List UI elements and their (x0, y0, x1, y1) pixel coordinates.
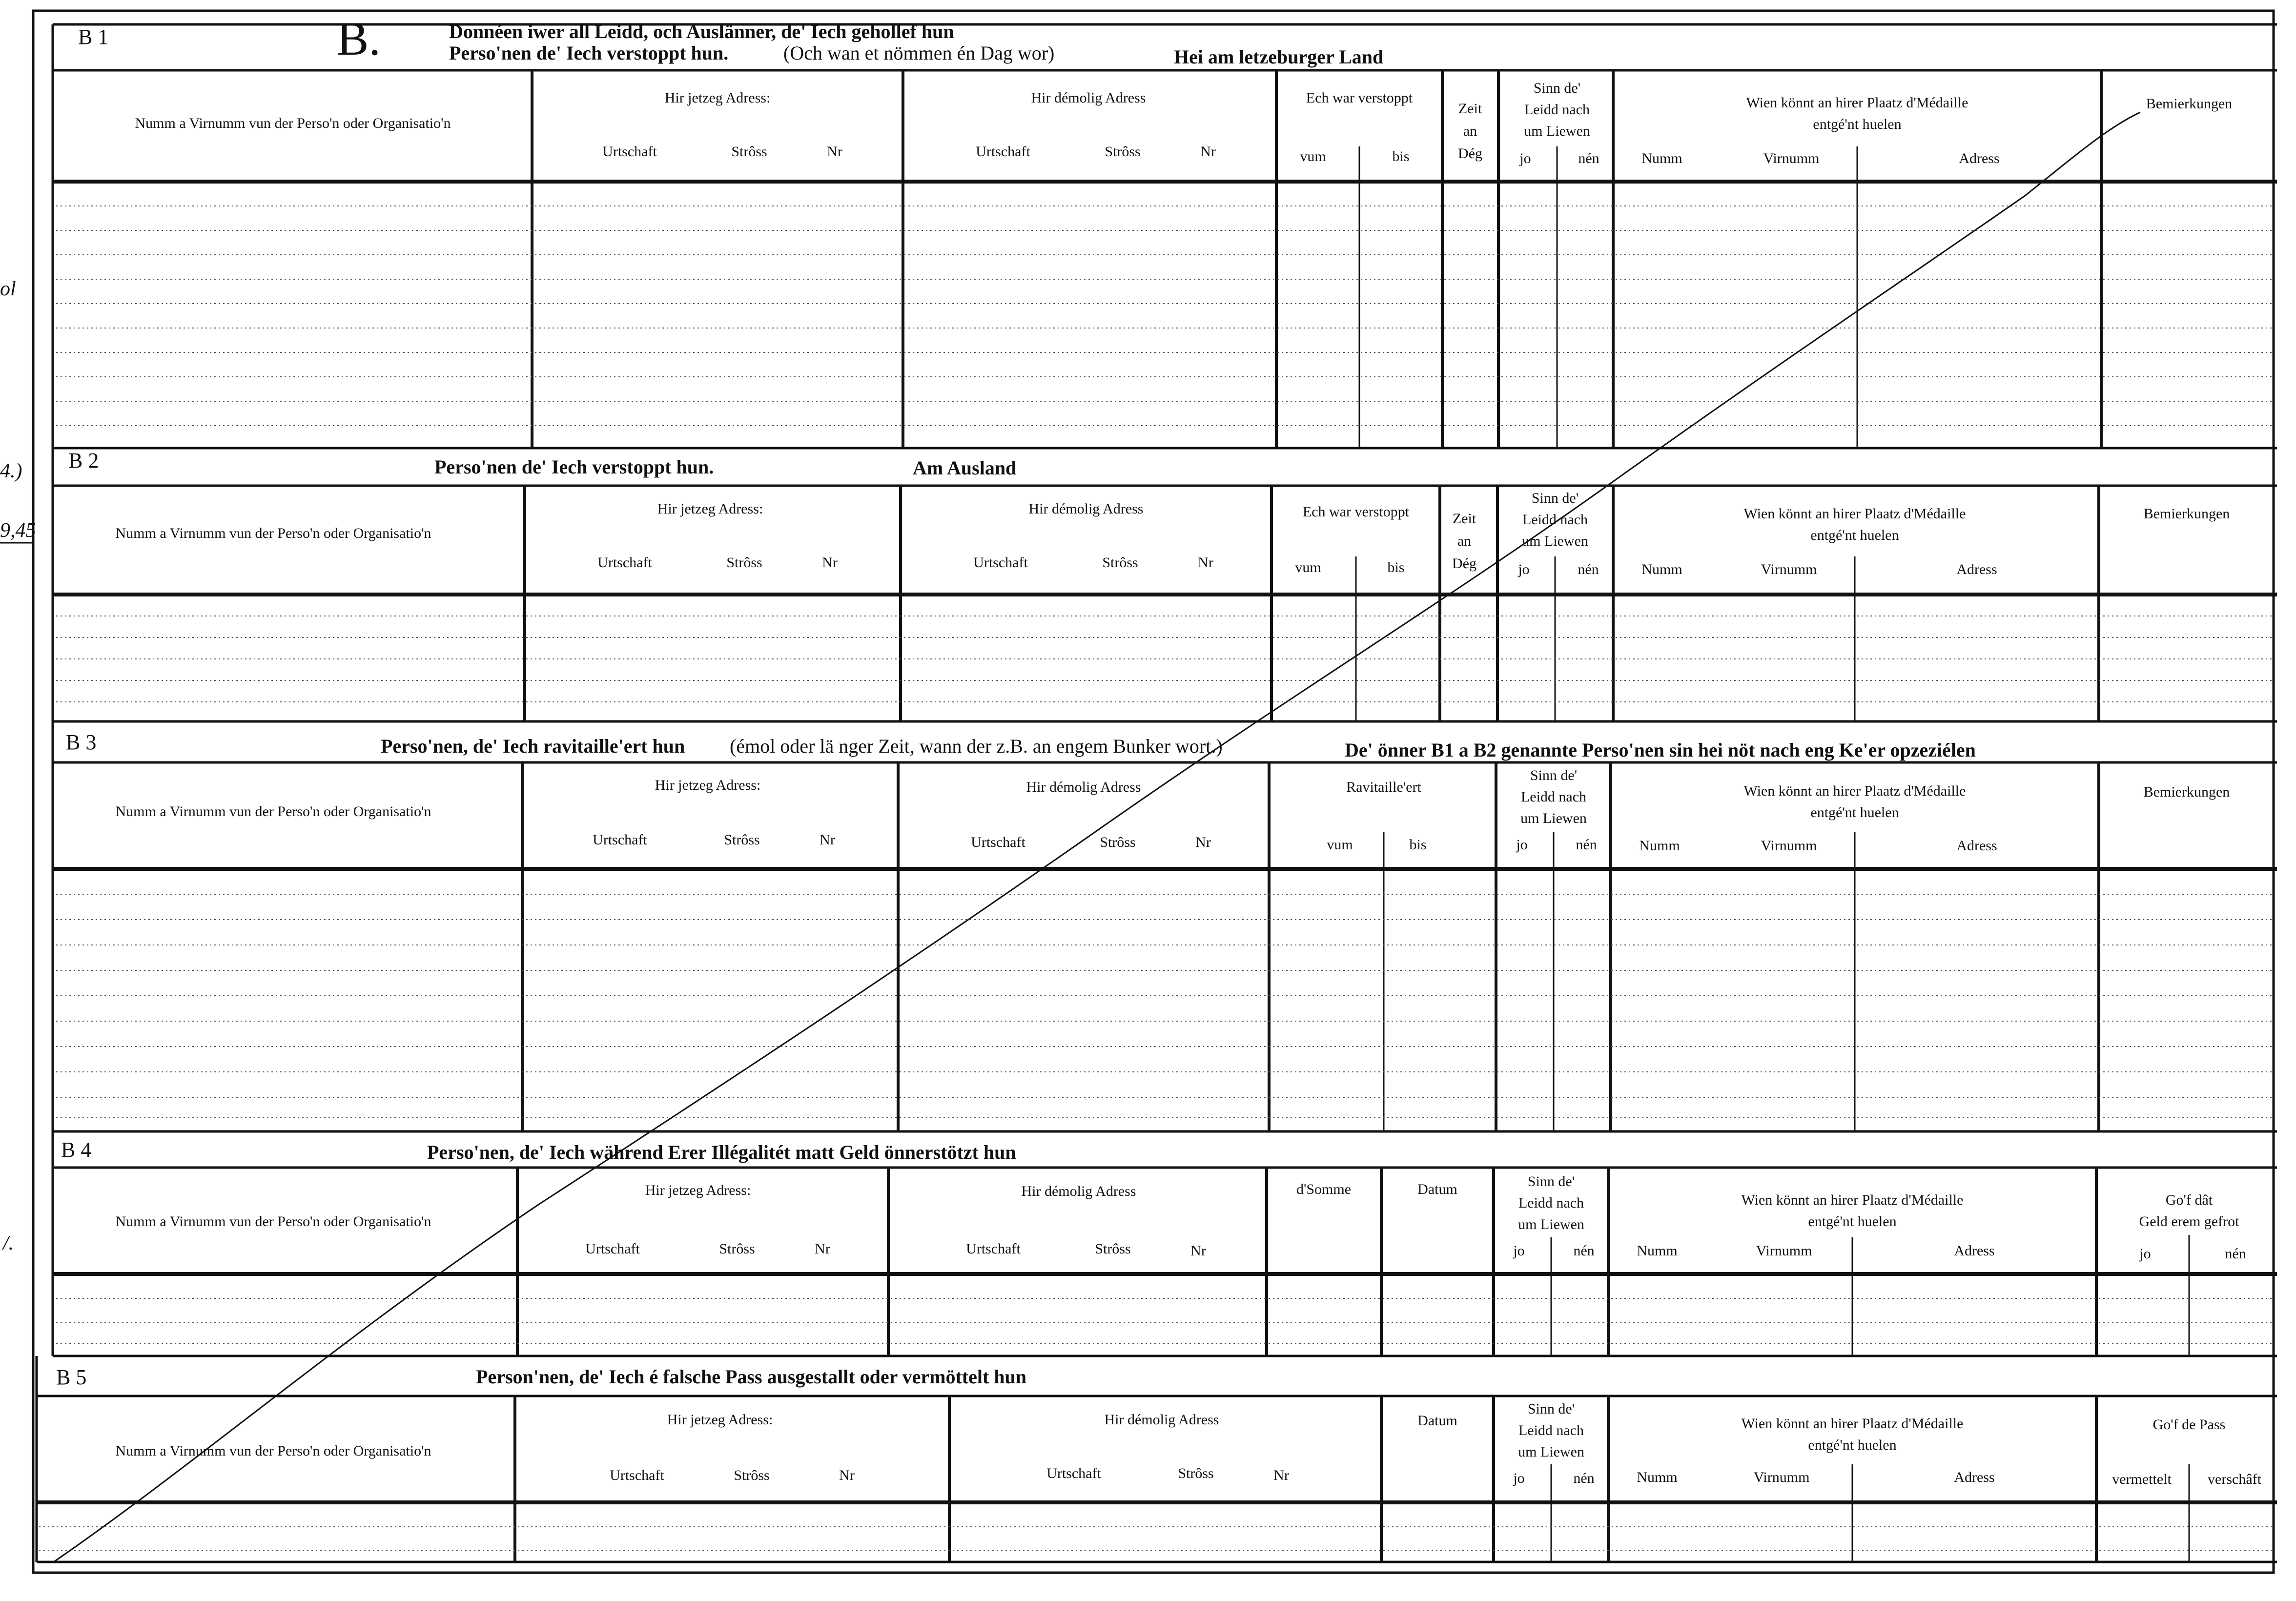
b1-section-label: B 1 (78, 25, 109, 49)
b2-cur-place: Urtschaft (597, 554, 652, 571)
b2-from: vum (1295, 559, 1321, 575)
margin-note-1: ol (0, 278, 16, 300)
b4-medal-2: entgé'nt huelen (1808, 1213, 1897, 1230)
b4-gift-no: nén (2225, 1246, 2246, 1262)
b3-title: Perso'nen, de' Iech ravitaille'ert hun (381, 735, 685, 757)
b4-no: nén (1573, 1243, 1595, 1259)
b2-medal-2: entgé'nt huelen (1810, 527, 1899, 543)
section-b5 (37, 1356, 2277, 1562)
b3-former-address: Hir démolig Adress (1026, 779, 1141, 795)
b5-date: Datum (1417, 1413, 1457, 1429)
b5-medal-2: entgé'nt huelen (1808, 1437, 1897, 1453)
b3-alive-1: Sinn de' (1530, 767, 1578, 783)
b2-title: Perso'nen de' Iech verstoppt hun. (434, 456, 714, 478)
b3-to: bis (1409, 837, 1427, 853)
b4-cur-place: Urtschaft (585, 1241, 640, 1257)
b2-fmr-place: Urtschaft (973, 554, 1028, 571)
b3-from: vum (1327, 837, 1353, 853)
b3-cur-place: Urtschaft (593, 832, 647, 848)
b2-current-address: Hir jetzeg Adress: (657, 501, 763, 517)
b3-fmr-place: Urtschaft (971, 834, 1025, 850)
b3-firstname: Virnumm (1761, 838, 1817, 854)
b3-current-address: Hir jetzeg Adress: (655, 777, 761, 793)
b2-alive-1: Sinn de' (1531, 490, 1579, 506)
b3-alive-3: um Liewen (1520, 810, 1587, 826)
b2-alive-2: Leidd nach (1522, 512, 1588, 528)
b3-address: Adress (1956, 838, 1997, 854)
b2-to: bis (1387, 559, 1405, 575)
b1-cur-street: Strôss (731, 144, 767, 160)
b1-hidden: Ech war verstoppt (1306, 90, 1413, 106)
b1-to: bis (1392, 148, 1410, 164)
b1-title-right: Hei am letzeburger Land (1174, 46, 1384, 68)
b1-from: vum (1300, 148, 1326, 164)
b3-remarks: Bemierkungen (2143, 784, 2230, 800)
b4-alive-2: Leidd nach (1518, 1195, 1584, 1211)
b2-days-3: Dég (1452, 555, 1476, 572)
margin-note-2: 4.) (0, 460, 22, 482)
b4-address: Adress (1954, 1243, 1995, 1259)
b4-gift-2: Geld erem gefrot (2139, 1213, 2239, 1230)
b3-name-header: Numm a Virnumm vun der Perso'n oder Organisatio'n (115, 803, 431, 820)
b1-name-header: Numm a Virnumm vun der Perso'n oder Organisatio'n (135, 115, 451, 131)
b1-firstname: Virnumm (1763, 150, 1820, 166)
section-b4 (53, 1131, 2277, 1356)
b2-title-right: Am Ausland (913, 457, 1017, 479)
b2-cur-nr: Nr (822, 554, 838, 571)
b1-cur-nr: Nr (827, 144, 842, 160)
b3-no: nén (1576, 837, 1597, 853)
b3-fmr-street: Strôss (1100, 834, 1136, 850)
b3-supplied: Ravitaille'ert (1346, 779, 1421, 795)
b3-title-right: De' önner B1 a B2 genannte Perso'nen sin hei nöt nach eng Ke'er opzeziélen (1345, 739, 1976, 761)
b4-fmr-street: Strôss (1095, 1241, 1131, 1257)
b2-alive-3: um Liewen (1522, 533, 1588, 549)
b1-days-1: Zeit (1458, 101, 1482, 117)
b1-days-2: an (1463, 123, 1477, 139)
b3-surname: Numm (1639, 838, 1680, 854)
b1-alive-3: um Liewen (1524, 123, 1590, 139)
b4-surname: Numm (1637, 1243, 1678, 1259)
b4-gift-1: Go'f dât (2165, 1192, 2213, 1208)
b5-fmr-street: Strôss (1178, 1465, 1214, 1481)
diagonal-strike-line (54, 112, 2140, 1562)
b1-fmr-place: Urtschaft (976, 144, 1030, 160)
b4-date: Datum (1417, 1181, 1457, 1197)
b1-days-3: Dég (1458, 145, 1482, 162)
b1-medal-1: Wien könnt an hirer Plaatz d'Médaille (1746, 95, 1968, 111)
b5-address: Adress (1954, 1469, 1995, 1485)
b2-name-header: Numm a Virnumm vun der Perso'n oder Organisatio'n (115, 525, 431, 541)
b3-title-note: (émol oder lä nger Zeit, wann der z.B. an engem Bunker wort.) (730, 735, 1223, 757)
b4-former-address: Hir démolig Adress (1021, 1183, 1136, 1199)
b4-alive-3: um Liewen (1518, 1216, 1584, 1232)
b1-medal-2: entgé'nt huelen (1813, 116, 1902, 132)
b3-medal-1: Wien könnt an hirer Plaatz d'Médaille (1743, 783, 1966, 799)
b5-cur-street: Strôss (734, 1467, 770, 1483)
b4-sum: d'Somme (1296, 1181, 1352, 1197)
b2-days-2: an (1457, 533, 1472, 549)
b4-fmr-nr: Nr (1190, 1243, 1206, 1259)
b2-surname: Numm (1641, 561, 1682, 577)
b4-fmr-place: Urtschaft (966, 1241, 1021, 1257)
b4-medal-1: Wien könnt an hirer Plaatz d'Médaille (1741, 1192, 1964, 1208)
b5-medal-1: Wien könnt an hirer Plaatz d'Médaille (1741, 1416, 1964, 1432)
section-b2 (53, 448, 2277, 721)
margin-note-4: /. (3, 1232, 14, 1254)
b1-fmr-street: Strôss (1105, 144, 1141, 160)
b4-name-header: Numm a Virnumm vun der Perso'n oder Organisatio'n (115, 1213, 431, 1230)
b2-no: nén (1578, 561, 1599, 577)
b4-cur-nr: Nr (815, 1241, 830, 1257)
b4-firstname: Virnumm (1756, 1243, 1812, 1259)
b2-remarks: Bemierkungen (2143, 506, 2230, 522)
b3-section-label: B 3 (66, 730, 97, 754)
b2-fmr-nr: Nr (1198, 554, 1213, 571)
b2-fmr-street: Strôss (1102, 554, 1138, 571)
b5-procured: verschâft (2208, 1471, 2261, 1487)
b1-title-line1: Donnéen iwer all Leidd, och Auslänner, de' Iech gehollef hun (449, 21, 954, 42)
b2-former-address: Hir démolig Adress (1028, 501, 1144, 517)
b5-firstname: Virnumm (1753, 1469, 1810, 1485)
b5-mediated: vermettelt (2112, 1471, 2172, 1487)
b1-former-address: Hir démolig Adress (1031, 90, 1146, 106)
b3-alive-2: Leidd nach (1520, 789, 1587, 805)
b5-fmr-place: Urtschaft (1046, 1465, 1101, 1481)
b5-title: Person'nen, de' Iech é falsche Pass ausgestallt oder vermöttelt hun (476, 1366, 1027, 1388)
b1-fmr-nr: Nr (1200, 144, 1216, 160)
b1-cur-place: Urtschaft (602, 144, 657, 160)
section-b1 (53, 24, 2277, 448)
b2-section-label: B 2 (68, 449, 99, 472)
b5-current-address: Hir jetzeg Adress: (667, 1412, 773, 1428)
b3-cur-street: Strôss (724, 832, 760, 848)
b5-surname: Numm (1637, 1469, 1678, 1485)
b4-gift-yes: jo (2139, 1246, 2151, 1262)
b1-alive-2: Leidd nach (1524, 102, 1590, 118)
b5-alive-2: Leidd nach (1518, 1422, 1584, 1438)
b2-address: Adress (1956, 561, 1997, 577)
b1-title-line2: Perso'nen de' Iech verstoppt hun. (449, 42, 729, 64)
b5-alive-3: um Liewen (1518, 1444, 1584, 1460)
b5-cur-place: Urtschaft (610, 1467, 664, 1483)
b1-remarks: Bemierkungen (2146, 96, 2233, 112)
b1-no: nén (1578, 150, 1599, 166)
b3-fmr-nr: Nr (1195, 834, 1211, 850)
b3-yes: jo (1516, 837, 1528, 853)
b2-hidden: Ech war verstoppt (1302, 504, 1410, 520)
b4-cur-street: Strôss (719, 1241, 755, 1257)
margin-note-3: 9,45 (0, 519, 36, 542)
b2-medal-1: Wien könnt an hirer Plaatz d'Médaille (1743, 506, 1966, 522)
b5-cur-nr: Nr (839, 1467, 855, 1483)
big-letter: B. (337, 13, 381, 65)
b5-section-label: B 5 (56, 1365, 87, 1389)
b3-medal-2: entgé'nt huelen (1810, 804, 1899, 821)
b1-title-note: (Och wan et nömmen én Dag wor) (783, 42, 1055, 64)
b1-current-address: Hir jetzeg Adress: (664, 90, 771, 106)
b1-yes: jo (1519, 150, 1531, 166)
b1-alive-1: Sinn de' (1533, 80, 1581, 96)
b2-firstname: Virnumm (1761, 561, 1817, 577)
b5-pass: Go'f de Pass (2152, 1416, 2226, 1433)
b1-surname: Numm (1641, 150, 1682, 166)
b5-no: nén (1573, 1470, 1595, 1486)
b2-cur-street: Strôss (726, 554, 762, 571)
b4-title: Perso'nen, de' Iech während Erer Illégalitét matt Geld önnerstötzt hun (427, 1141, 1016, 1163)
b3-cur-nr: Nr (820, 832, 835, 848)
b2-yes: jo (1518, 561, 1530, 577)
b2-days-1: Zeit (1452, 511, 1476, 527)
b5-alive-1: Sinn de' (1527, 1401, 1575, 1417)
b5-fmr-nr: Nr (1273, 1467, 1289, 1483)
b4-alive-1: Sinn de' (1527, 1173, 1575, 1190)
b4-section-label: B 4 (61, 1138, 92, 1162)
b5-yes: jo (1513, 1470, 1525, 1486)
b4-current-address: Hir jetzeg Adress: (645, 1182, 751, 1198)
b5-name-header: Numm a Virnumm vun der Perso'n oder Organisatio'n (115, 1443, 431, 1459)
b1-address: Adress (1959, 150, 2000, 166)
b5-former-address: Hir démolig Adress (1104, 1412, 1219, 1428)
b4-yes: jo (1513, 1243, 1525, 1259)
